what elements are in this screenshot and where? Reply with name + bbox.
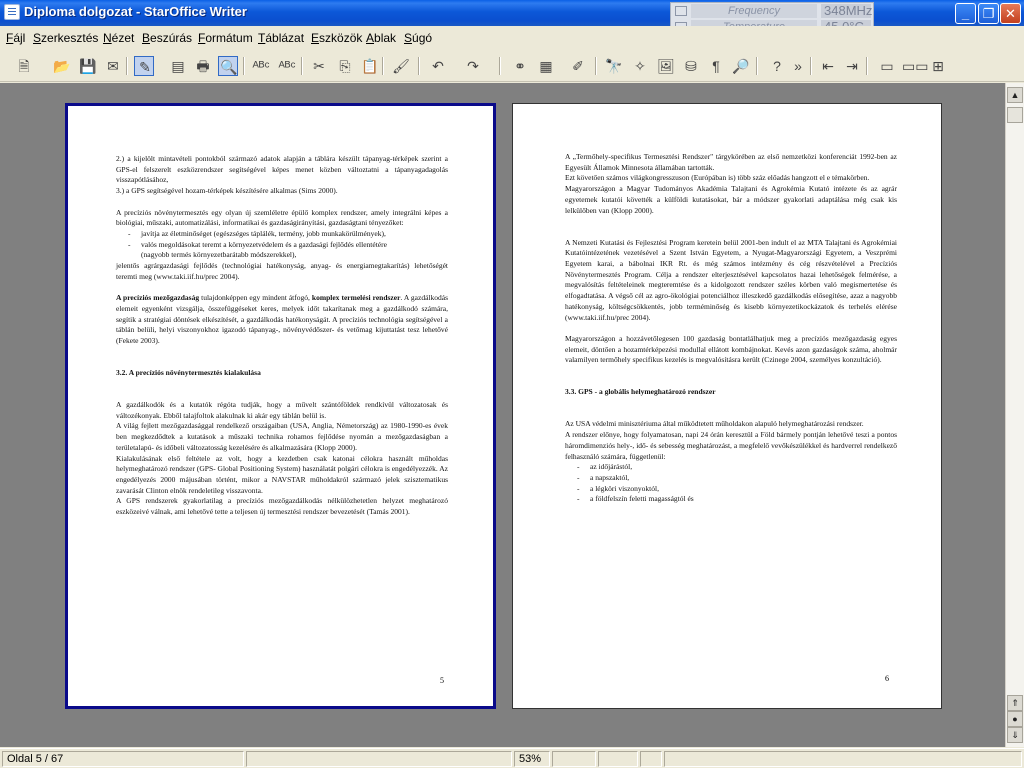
list-item: - a napszaktól, — [565, 473, 897, 484]
paste-icon[interactable] — [360, 56, 380, 76]
list-item: - a földfelszín feletti magasságtól és — [565, 494, 897, 505]
page-preview-glyph: 🔍 — [220, 59, 238, 75]
menu-tools[interactable]: Eszközök — [311, 31, 363, 45]
frequency-row — [673, 4, 871, 19]
paragraph-spacer — [565, 377, 897, 388]
bold-term: komplex termelési rendszer — [311, 293, 401, 303]
gallery-icon[interactable] — [656, 56, 676, 76]
document-modified-cell — [640, 751, 662, 767]
gallery-glyph: 🖼 — [657, 58, 675, 74]
export-pdf-icon[interactable] — [168, 56, 188, 76]
edit-mode-glyph: ✎ — [139, 59, 151, 75]
menu-view[interactable]: Nézet — [103, 31, 135, 45]
toolbar-separator — [756, 57, 758, 75]
bold-term: A precíziós mezőgazdaság — [116, 293, 200, 303]
paragraph-spacer — [565, 323, 897, 334]
page-view-2-glyph: ▭▭ — [902, 58, 929, 74]
datasources-icon[interactable] — [681, 56, 701, 76]
toolbar-separator — [301, 57, 303, 75]
body-paragraph: Kialakulásának első feltétele az volt, hogy a kezdetben csak katonai célokra használt műholdas helymeghatározó rendszer (GPS- Global Positioning System) használatát polgári célokra is engedélyezzék. Az engedélyezés 2000 májusában történt, mikor a NAVSTAR műholdakról származó jelek szisztematikus zavarását Clinton elnök rendeletileg visszavonta. — [116, 453, 448, 495]
menu-window[interactable]: Ablak — [366, 31, 397, 45]
toolbar-separator — [866, 57, 868, 75]
body-paragraph: A GPS rendszerek gyakorlatilag a precíziós mezőgazdálkodás nélkülözhetetlen helyzet meghatározó eszközeivé válnak, ami lehetővé tette a teljesen új termesztési rendszer bevezetését (Tamás 2001). — [116, 496, 448, 517]
scroll-up-button[interactable]: ▲ — [1007, 87, 1023, 103]
page-5[interactable] — [65, 103, 496, 709]
page-number: 6 — [885, 674, 889, 683]
insert-mode-cell[interactable] — [552, 751, 596, 767]
toolbar-separator — [499, 57, 501, 75]
page-number: 5 — [440, 676, 444, 685]
open-icon[interactable] — [52, 56, 72, 76]
menu-bar — [0, 26, 1024, 50]
writer-app-icon[interactable] — [4, 4, 20, 20]
scroll-thumb[interactable] — [1007, 107, 1023, 123]
selection-mode-cell[interactable] — [598, 751, 638, 767]
menu-file[interactable]: Fájl — [6, 31, 26, 45]
minimize-button[interactable]: _ — [955, 3, 976, 24]
hyperlink-icon[interactable] — [510, 56, 530, 76]
cut-icon[interactable] — [309, 56, 329, 76]
zoom-indicator[interactable]: 53% — [514, 751, 550, 767]
page-preview-icon[interactable] — [218, 56, 238, 76]
page-view-multi-icon[interactable] — [928, 56, 948, 76]
prev-page-icon[interactable] — [818, 56, 838, 76]
body-paragraph: jelentős agrárgazdasági fejlődés (technológiai hatékonyság, anyag- és energiamegtakarítás) lehetőségét teremti meg (www.taki.iif.hu/prec 2004). — [116, 261, 448, 281]
zoom-glyph: 🔎 — [732, 58, 750, 74]
list-item: - valós megoldásokat teremt a környezetvédelem és a gazdasági fejlődés ellentétére — [116, 240, 448, 251]
body-paragraph: A precíziós növénytermesztés egy olyan új szemléletre épülő komplex rendszer, amely integrálni képes a biológiai, műszaki, automatizálási, informatikai és gazdaságirányítási, gazdaságtani tényezőket: — [116, 207, 448, 228]
paragraph-spacer — [116, 347, 448, 358]
paste-glyph: 📋 — [361, 58, 379, 74]
paragraph-spacer — [116, 197, 448, 208]
format-paintbrush-glyph: 🖌 — [392, 58, 410, 74]
body-paragraph: Magyarországon a Magyar Tudományos Akadémia Talajtani és Agrokémia Kutató intézete és az agrár egyetemek kutatói követték a külföldi kutatásokat, bár a módszer gyakorlati adaptálása még csak kis lelkülőben van (Klopp 2000). — [565, 184, 897, 215]
body-paragraph: 2.) a kijelölt mintavételi pontokból származó adatok alapján a táblára készült tápanyag-térképek szerint a GPS-el felszerelt eszközrendszer segítségével képes menet közben változtatni a tápanyagadagolás visszapótlásához, — [116, 154, 448, 185]
print-glyph: 🖶 — [196, 58, 210, 74]
body-paragraph: Az USA védelmi minisztériuma által működtetett műholdakon alapuló helymeghatározási rendszer. — [565, 419, 864, 429]
paragraph-spacer — [565, 409, 897, 420]
copy-icon[interactable] — [335, 56, 355, 76]
toolbar-separator — [382, 57, 384, 75]
paragraph-spacer — [565, 227, 897, 238]
vertical-scrollbar[interactable] — [1005, 83, 1024, 747]
menu-insert[interactable]: Beszúrás — [142, 31, 193, 45]
email-glyph: ✉ — [107, 58, 119, 74]
menu-help[interactable]: Súgó — [404, 31, 433, 45]
open-glyph: 📂 — [53, 58, 71, 74]
save-glyph: 💾 — [79, 58, 97, 74]
page-6[interactable] — [512, 103, 942, 709]
draw-functions-glyph: ✐ — [572, 58, 584, 74]
redo-glyph: ↷ — [467, 58, 479, 74]
print-icon[interactable] — [193, 56, 213, 76]
autospellcheck-glyph: ᴬᴮᶜ — [278, 58, 296, 74]
body-paragraph — [116, 293, 448, 347]
navigator-icon[interactable] — [630, 56, 650, 76]
section-heading: 3.3. GPS - a globális helymeghatározó rendszer — [565, 387, 716, 397]
menu-table[interactable]: Táblázat — [258, 31, 305, 45]
page-style-cell[interactable] — [246, 751, 512, 767]
page-view-2-icon[interactable] — [902, 56, 929, 76]
page-view-multi-glyph: ⊞ — [932, 58, 944, 74]
status-bar — [0, 748, 1024, 768]
format-paintbrush-icon[interactable] — [391, 56, 411, 76]
body-paragraph: A világ fejlett mezőgazdasággal rendelkező országaiban (USA, Anglia, Németország) az 1980-1990-es évek ben megkezdődtek a kutatások a műszaki technika rohamos fejlődése nyomán a mezőgazdaságban a területalapú- és időbeli változatosság kezelésére és alkalmazására (Klopp 2000). — [116, 421, 448, 452]
new-document-glyph: 🗎 — [18, 58, 30, 74]
next-page-glyph: ⇥ — [846, 58, 858, 74]
table-glyph: ▦ — [539, 58, 553, 74]
toolbar-separator — [126, 57, 128, 75]
paragraph-spacer — [565, 366, 897, 377]
save-icon[interactable] — [78, 56, 98, 76]
toolbar-separator — [810, 57, 812, 75]
list-item: - javítja az életminőséget (egészséges táplálék, termény, jobb munkakörülmények), — [116, 229, 448, 240]
export-pdf-glyph: ▤ — [171, 58, 185, 74]
previous-page-button[interactable]: ⇑ — [1007, 695, 1023, 711]
window-title: Diploma dolgozat - StarOffice Writer — [24, 4, 247, 19]
body-paragraph: Ezt követően számos világkongresszuson (Európában is) több száz előadás hangzott el e témakörben. — [565, 173, 870, 183]
toolbar-separator — [418, 57, 420, 75]
toolbar-separator — [595, 57, 597, 75]
close-button[interactable]: ✕ — [1000, 3, 1021, 24]
copy-glyph: ⎘ — [339, 58, 351, 74]
paragraph-spacer — [116, 282, 448, 293]
zoom-icon[interactable] — [731, 56, 751, 76]
page-5-content — [116, 154, 448, 518]
navigation-button[interactable]: ● — [1007, 711, 1023, 727]
body-paragraph: A „Termőhely-specifikus Termesztési Rendszer" tárgykörében az első nemzetközi konferenciát 1992-ben az Egyesült Államok Minnesota államában tartották. — [565, 152, 897, 172]
paragraph-spacer — [116, 389, 448, 400]
paragraph-spacer — [116, 379, 448, 390]
list-item: (nagyobb termés környezetbarátabb módszerekkel), — [141, 250, 297, 260]
status-info-cell — [664, 751, 1022, 767]
autospellcheck-icon[interactable] — [277, 56, 297, 76]
body-paragraph: A gazdálkodók és a kutatók régóta tudják, hogy a művelt szántóföldek rendkívül változatosak és változékonyak. Ebből talajfoltok alakulnak ki akár egy táblán belül is. — [116, 400, 448, 420]
section-heading: 3.2. A precíziós növénytermesztés kialakulása — [116, 368, 261, 377]
body-paragraph: Magyarországon a hozzávetőlegesen 100 gazdaság bontatlálhatjuk meg a precíziós mezőgazdaság egyes elemeit, döntően a hozamtérképezési modullal ellátott kombájnokat. Kevés azon gazdaságok száma, aholmár valamilyen termőhely specifikus kezelés is megvalósításra került (Czinege 2004, személyes konzultáció). — [565, 333, 897, 365]
next-page-icon[interactable] — [842, 56, 862, 76]
nonprinting-chars-icon[interactable] — [706, 56, 726, 76]
document-area[interactable] — [0, 83, 1005, 747]
help-glyph: ? — [773, 58, 781, 74]
menu-format[interactable]: Formátum — [198, 31, 253, 45]
find-glyph: 🔭 — [605, 58, 623, 74]
page-6-content — [565, 152, 897, 505]
undo-icon[interactable] — [428, 56, 448, 76]
new-document-icon[interactable] — [14, 56, 34, 76]
menu-edit[interactable]: Szerkesztés — [33, 31, 99, 45]
page-view-1-glyph: ▭ — [880, 58, 894, 74]
spellcheck-glyph: ᴬᴮᶜ — [252, 58, 270, 74]
standard-toolbar — [0, 50, 1024, 82]
hyperlink-glyph: ⚭ — [514, 58, 526, 74]
next-page-button[interactable]: ⇓ — [1007, 727, 1023, 743]
paragraph-text: tulajdonképpen egy mindent átfogó, — [199, 293, 312, 303]
page-indicator[interactable]: Oldal 5 / 67 — [2, 751, 244, 767]
frequency-label: Frequency — [691, 4, 817, 18]
list-item: - az időjárástól, — [565, 462, 897, 473]
body-paragraph: 3.) a GPS segítségével hozam-térképek készítésére alkalmas (Sims 2000). — [116, 186, 338, 196]
spellcheck-icon[interactable] — [251, 56, 271, 76]
datasources-glyph: ⛁ — [685, 58, 697, 74]
redo-icon[interactable] — [463, 56, 483, 76]
help-icon[interactable] — [767, 56, 787, 76]
paragraph-spacer — [565, 216, 897, 227]
prev-page-glyph: ⇤ — [822, 58, 834, 74]
email-icon[interactable] — [103, 56, 123, 76]
find-icon[interactable] — [604, 56, 624, 76]
undo-glyph: ↶ — [432, 58, 444, 74]
maximize-button[interactable]: ❐ — [978, 3, 999, 24]
frequency-value: 348MHz — [821, 4, 871, 18]
body-paragraph: A Nemzeti Kutatási és Fejlesztési Program keretein belül 2001-ben indult el az MTA Talajtani és Agrokémiai Kutatóintézetének vezetésével a Szent István Egyetem, a Nyugat-Magyarországi Egyetem, a Veszprémi Egyetem karai, a bábolnai IKR Rt. és még számos intézmény és cég részvételével a Precíziós Növénytermesztés Program. Célja a rendszer elterjesztésével kapcsolatos hazai lehetőségek felmérése, a megvalósítás feltételeinek megteremtése és a kidolgozott rendszer széles körben való megismertetése és elfogadtatása. A végső cél az agro-ökológiai potenciálhoz illeszkedő gazdálkodás elősegítése, azaz a nagyobb hatékonyság, költségcsökkentés, jobb terméminőség és kisebb környezetikockázatok és terhelés elérése (www.taki.iif.hu/prec 2004). — [565, 237, 897, 322]
paragraph-text: . A gazdálkodás elemeit egyenként vizsgálja, összefüggéseket keres, melyek időt takarítanak meg a gazdálkodó számára, segítik a stratégiai döntések elkészítését, a gazdálkodás hatékonyságát. A precíziós technológia segítségével a táblán belüli, helyi viszonyokhoz igazodó tápanyag-, növényvédőszer- és vetőmag kijuttatást tesz lehetővé (Fekete 2003). — [116, 293, 448, 345]
frequency-icon — [675, 6, 687, 16]
more-glyph: » — [794, 58, 802, 74]
draw-functions-icon[interactable] — [568, 56, 588, 76]
nonprinting-chars-glyph: ¶ — [712, 58, 720, 74]
body-paragraph: A rendszer előnye, hogy folyamatosan, napi 24 órán keresztül a Föld bármely pontján lehetővé teszi a pontos háromdimenziós hely-, idő- és sebesség meghatározást, a megfelelő vevőkészülékkel és hardverrel rendelkező felhasználó számára, függetlenül: — [565, 430, 897, 461]
paragraph-spacer — [565, 398, 897, 409]
more-icon[interactable] — [788, 56, 808, 76]
navigator-glyph: ✧ — [634, 58, 646, 74]
page-view-1-icon[interactable] — [877, 56, 897, 76]
toolbar-separator — [243, 57, 245, 75]
list-item: - a légköri viszonyoktól, — [565, 484, 897, 495]
paragraph-spacer — [116, 357, 448, 368]
cut-glyph: ✂ — [313, 58, 325, 74]
table-icon[interactable] — [536, 56, 556, 76]
edit-mode-icon[interactable] — [134, 56, 154, 76]
